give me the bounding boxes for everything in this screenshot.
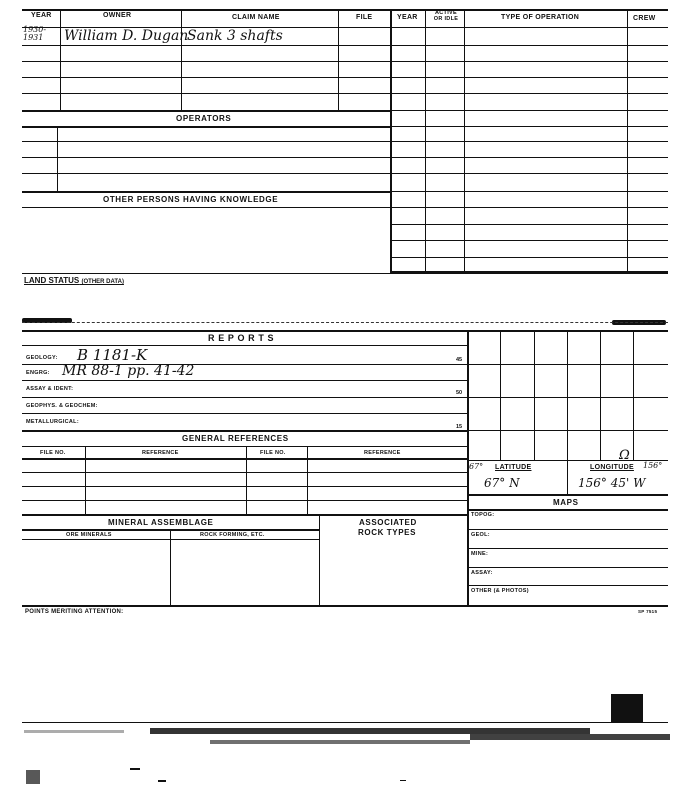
corner-mark: Ω [619,448,630,463]
associated-label: ASSOCIATED [359,518,417,527]
long-suffix: 156° [643,461,663,470]
longitude-label: LONGITUDE [590,464,634,471]
col-owner-header: OWNER [103,12,132,19]
col-claim-name-header: CLAIM NAME [232,14,280,21]
longitude-value: 156° 45' W [578,476,646,490]
entry-year: 1930-1931 [23,25,47,42]
rock-forming-label: ROCK FORMING, ETC. [200,532,265,538]
gr-file-no-2: FILE NO. [260,450,286,456]
general-references-title: GENERAL REFERENCES [182,434,289,443]
maps-topog: TOPOG: [471,512,495,518]
maps-title: MAPS [553,498,579,507]
metallurgical-label: METALLURGICAL: [26,419,79,425]
geology-label: GEOLOGY: [26,355,58,361]
engrg-label: ENGRG: [26,370,50,376]
engrg-value: MR 88-1 pp. 41-42 [62,363,195,379]
reports-title: R E P O R T S [208,333,275,343]
entry-claim-name: Sank 3 shafts [187,28,283,44]
lat-prefix: 67° [469,462,484,471]
geology-value: B 1181-K [77,346,148,364]
entry-owner: William D. Dugan [64,28,189,44]
gr-reference-2: REFERENCE [364,450,401,456]
maps-assay: ASSAY: [471,570,493,576]
maps-geol: GEOL: [471,532,490,538]
operators-label: OPERATORS [176,114,232,123]
form-code: SP 7515 [638,609,658,614]
col-year2-header: YEAR [397,14,418,21]
assay-num: 50 [456,390,463,396]
geophys-label: GEOPHYS. & GEOCHEM: [26,403,98,409]
latitude-label: LATITUDE [495,464,532,471]
maps-other: OTHER (& PHOTOS) [471,588,529,594]
col-active-idle-header: ACTIVE OR IDLE [433,10,459,22]
ore-minerals-label: ORE MINERALS [66,532,112,538]
maps-mine: MINE: [471,551,489,557]
mineral-assemblage-title: MINERAL ASSEMBLAGE [108,518,214,527]
geology-num: 45 [456,357,463,363]
col-file-header: FILE [356,14,373,21]
other-persons-label: OTHER PERSONS HAVING KNOWLEDGE [103,195,279,204]
col-year-header: YEAR [31,12,52,19]
land-status-label: LAND STATUS (OTHER DATA) [24,276,124,285]
points-meriting-label: POINTS MERITING ATTENTION: [25,609,124,615]
gr-file-no-1: FILE NO. [40,450,66,456]
col-type-operation-header: TYPE OF OPERATION [501,14,580,21]
col-crew-header: CREW [633,15,656,22]
rock-types-label: ROCK TYPES [358,528,417,537]
assay-label: ASSAY & IDENT: [26,386,74,392]
latitude-value: 67° N [484,476,520,490]
gr-reference-1: REFERENCE [142,450,179,456]
metallurgical-num: 15 [456,424,463,430]
